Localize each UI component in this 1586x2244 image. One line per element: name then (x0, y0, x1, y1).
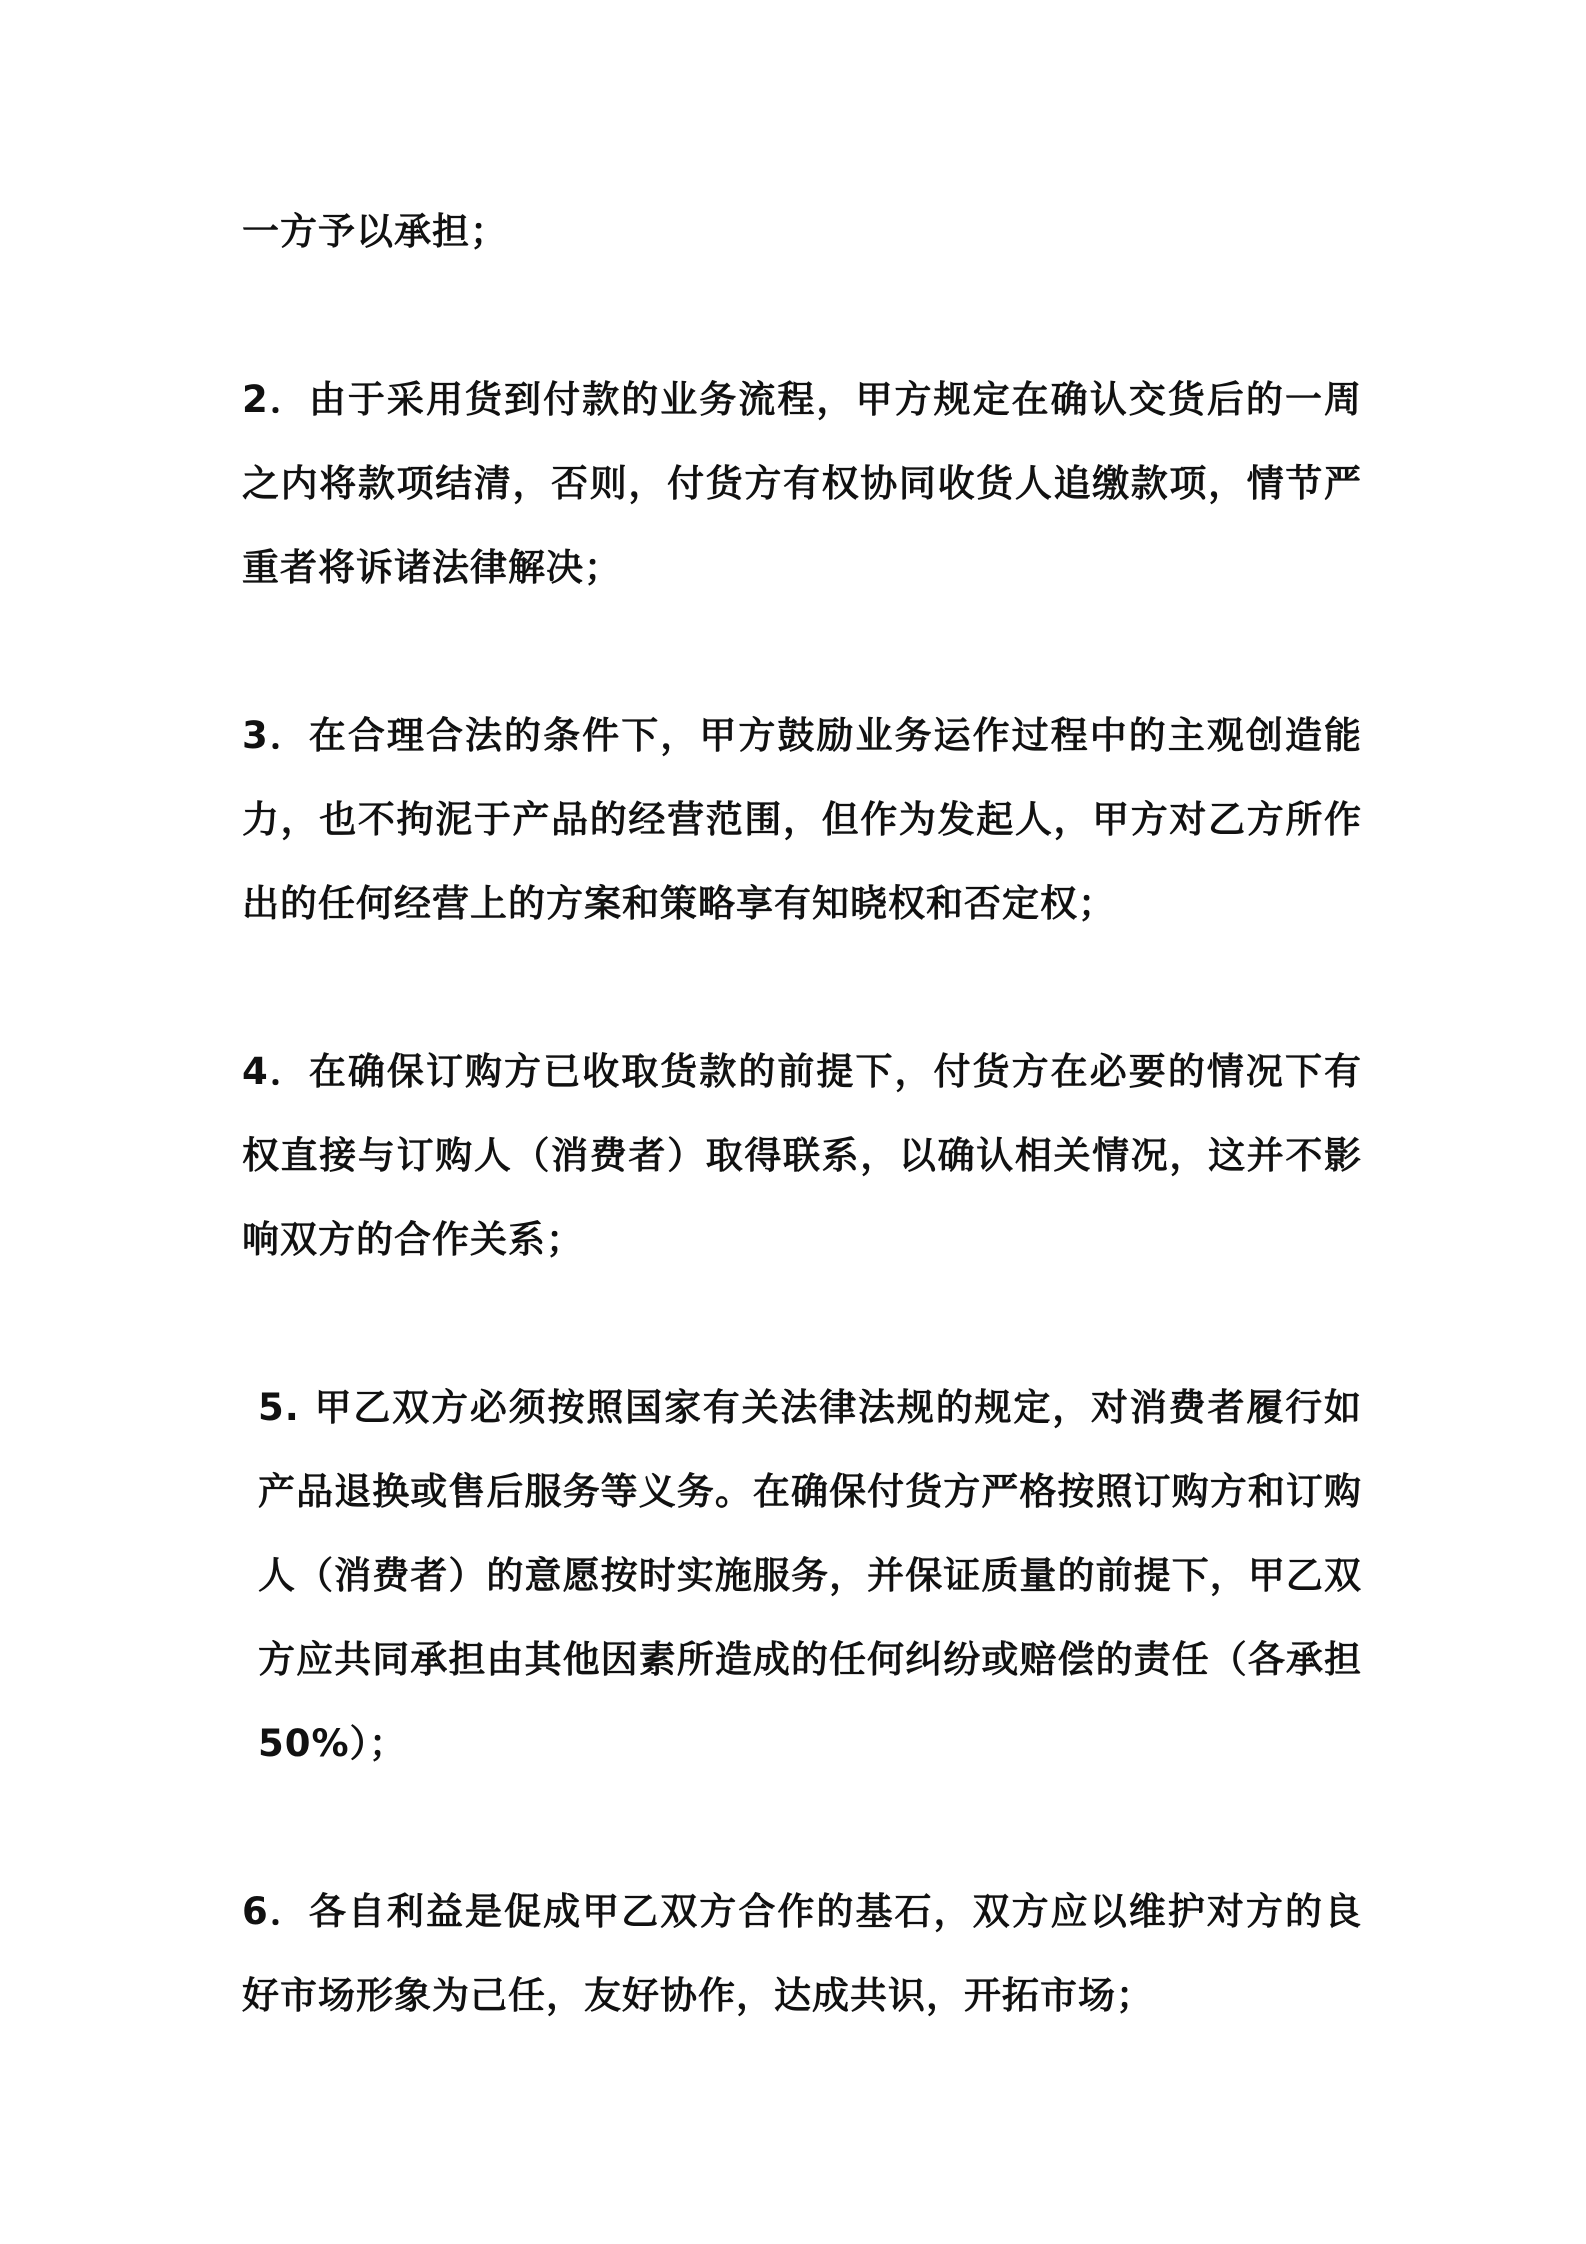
clause-6: 6．各自利益是促成甲乙双方合作的基石，双方应以维护对方的良好市场形象为己任，友好协作，达成共识，开拓市场； (242, 1890, 1362, 2017)
clause-3: 3．在合理合法的条件下，甲方鼓励业务运作过程中的主观创造能力，也不拘泥于产品的经营范围，但作为发起人，甲方对乙方所作出的任何经营上的方案和策略享有知晓权和否定权； (242, 714, 1362, 925)
clause-4: 4．在确保订购方已收取货款的前提下，付货方在必要的情况下有权直接与订购人（消费者）取得联系，以确认相关情况，这并不影响双方的合作关系； (242, 1050, 1362, 1261)
clause-5: 5. 甲乙双方必须按照国家有关法律法规的规定，对消费者履行如产品退换或售后服务等义务。在确保付货方严格按照订购方和订购人（消费者）的意愿按时实施服务，并保证质量的前提下，甲乙双方应共同承担由其他因素所造成的任何纠纷或赔偿的责任（各承担 50%）； (258, 1386, 1362, 1765)
paragraph-continuation: 一方予以承担； (242, 210, 508, 253)
clause-2: 2．由于采用货到付款的业务流程，甲方规定在确认交货后的一周之内将款项结清，否则，付货方有权协同收货人追缴款项，情节严重者将诉诸法律解决； (242, 378, 1362, 589)
document-body (242, 190, 1362, 2038)
